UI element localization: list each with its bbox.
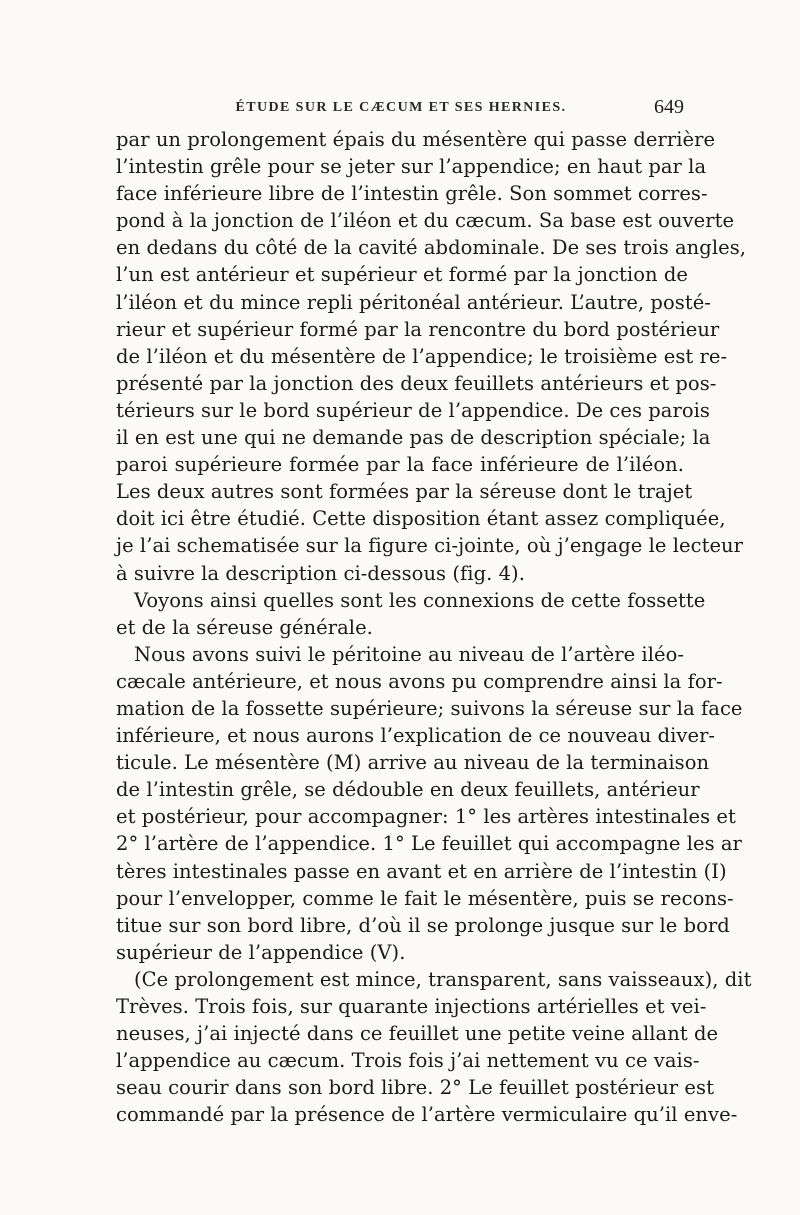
text-line: doit ici être étudié. Cette disposition étant assez compliquée, bbox=[116, 507, 726, 531]
text-line: commandé par la présence de l’artère vermiculaire qu’il enve- bbox=[116, 1103, 738, 1127]
text-line: térieurs sur le bord supérieur de l’appendice. De ces parois bbox=[116, 398, 710, 422]
running-title: ÉTUDE SUR LE CÆCUM ET SES HERNIES. bbox=[235, 100, 567, 115]
text-line: inférieure, et nous aurons l’explication de ce nouveau diver- bbox=[116, 724, 716, 748]
text-line: paroi supérieure formée par la face inférieure de l’iléon. bbox=[116, 453, 684, 477]
text-line: à suivre la description ci-dessous (fig. 4). bbox=[116, 561, 525, 585]
text-line: de l’iléon et du mésentère de l’appendice; le troisième est re- bbox=[116, 344, 728, 368]
text-line: seau courir dans son bord libre. 2° Le feuillet postérieur est bbox=[116, 1076, 714, 1100]
text-line: il en est une qui ne demande pas de description spéciale; la bbox=[116, 426, 711, 450]
text-line: l’iléon et du mince repli péritonéal antérieur. L’autre, posté- bbox=[116, 290, 711, 314]
text-line: mation de la fossette supérieure; suivons la séreuse sur la face bbox=[116, 696, 743, 720]
text-line: ticule. Le mésentère (M) arrive au niveau de la terminaison bbox=[116, 751, 710, 775]
running-head bbox=[118, 96, 684, 120]
page-number: 649 bbox=[654, 96, 684, 118]
text-line: (Ce prolongement est mince, transparent, sans vaisseaux), dit bbox=[134, 967, 752, 991]
text-line: rieur et supérieur formé par la rencontre du bord postérieur bbox=[116, 317, 720, 341]
text-line: titue sur son bord libre, d’où il se prolonge jusque sur le bord bbox=[116, 913, 730, 937]
text-line: l’intestin grêle pour se jeter sur l’appendice; en haut par la bbox=[116, 155, 707, 179]
text-line: Nous avons suivi le péritoine au niveau de l’artère iléo- bbox=[134, 642, 684, 666]
text-line: tères intestinales passe en avant et en arrière de l’intestin (I) bbox=[116, 859, 727, 883]
text-line: pond à la jonction de l’iléon et du cæcum. Sa base est ouverte bbox=[116, 209, 735, 233]
text-line: Les deux autres sont formées par la séreuse dont le trajet bbox=[116, 480, 693, 504]
text-line: et de la séreuse générale. bbox=[116, 615, 373, 639]
text-line: Trèves. Trois fois, sur quarante injections artérielles et vei- bbox=[116, 995, 707, 1018]
text-line: face inférieure libre de l’intestin grêle. Son sommet corres- bbox=[116, 182, 708, 206]
text-line: l’appendice au cæcum. Trois fois j’ai nettement vu ce vais- bbox=[116, 1049, 700, 1073]
text-line: en dedans du côté de la cavité abdominale. De ses trois angles, bbox=[116, 236, 747, 260]
text-line: et postérieur, pour accompagner: 1° les artères intestinales et bbox=[116, 805, 736, 829]
text-line: Voyons ainsi quelles sont les connexions de cette fossette bbox=[134, 588, 706, 612]
body-text bbox=[116, 126, 752, 1128]
text-line: je l’ai schematisée sur la figure ci-jointe, où j’engage le lecteur bbox=[116, 534, 744, 558]
text-line: supérieur de l’appendice (V). bbox=[116, 940, 406, 964]
text-line: 2° l’artère de l’appendice. 1° Le feuillet qui accompagne les ar bbox=[116, 832, 742, 856]
text-line: cæcale antérieure, et nous avons pu comprendre ainsi la for- bbox=[116, 669, 723, 693]
text-line: neuses, j’ai injecté dans ce feuillet une petite veine allant de bbox=[116, 1022, 719, 1046]
text-line: pour l’envelopper, comme le fait le mésentère, puis se recons- bbox=[116, 886, 734, 910]
text-line: par un prolongement épais du mésentère qui passe derrière bbox=[116, 128, 716, 151]
text-line: présenté par la jonction des deux feuillets antérieurs et pos- bbox=[116, 371, 717, 395]
text-line: de l’intestin grêle, se dédouble en deux feuillets, antérieur bbox=[116, 778, 700, 802]
text-line: l’un est antérieur et supérieur et formé par la jonction de bbox=[116, 263, 688, 287]
